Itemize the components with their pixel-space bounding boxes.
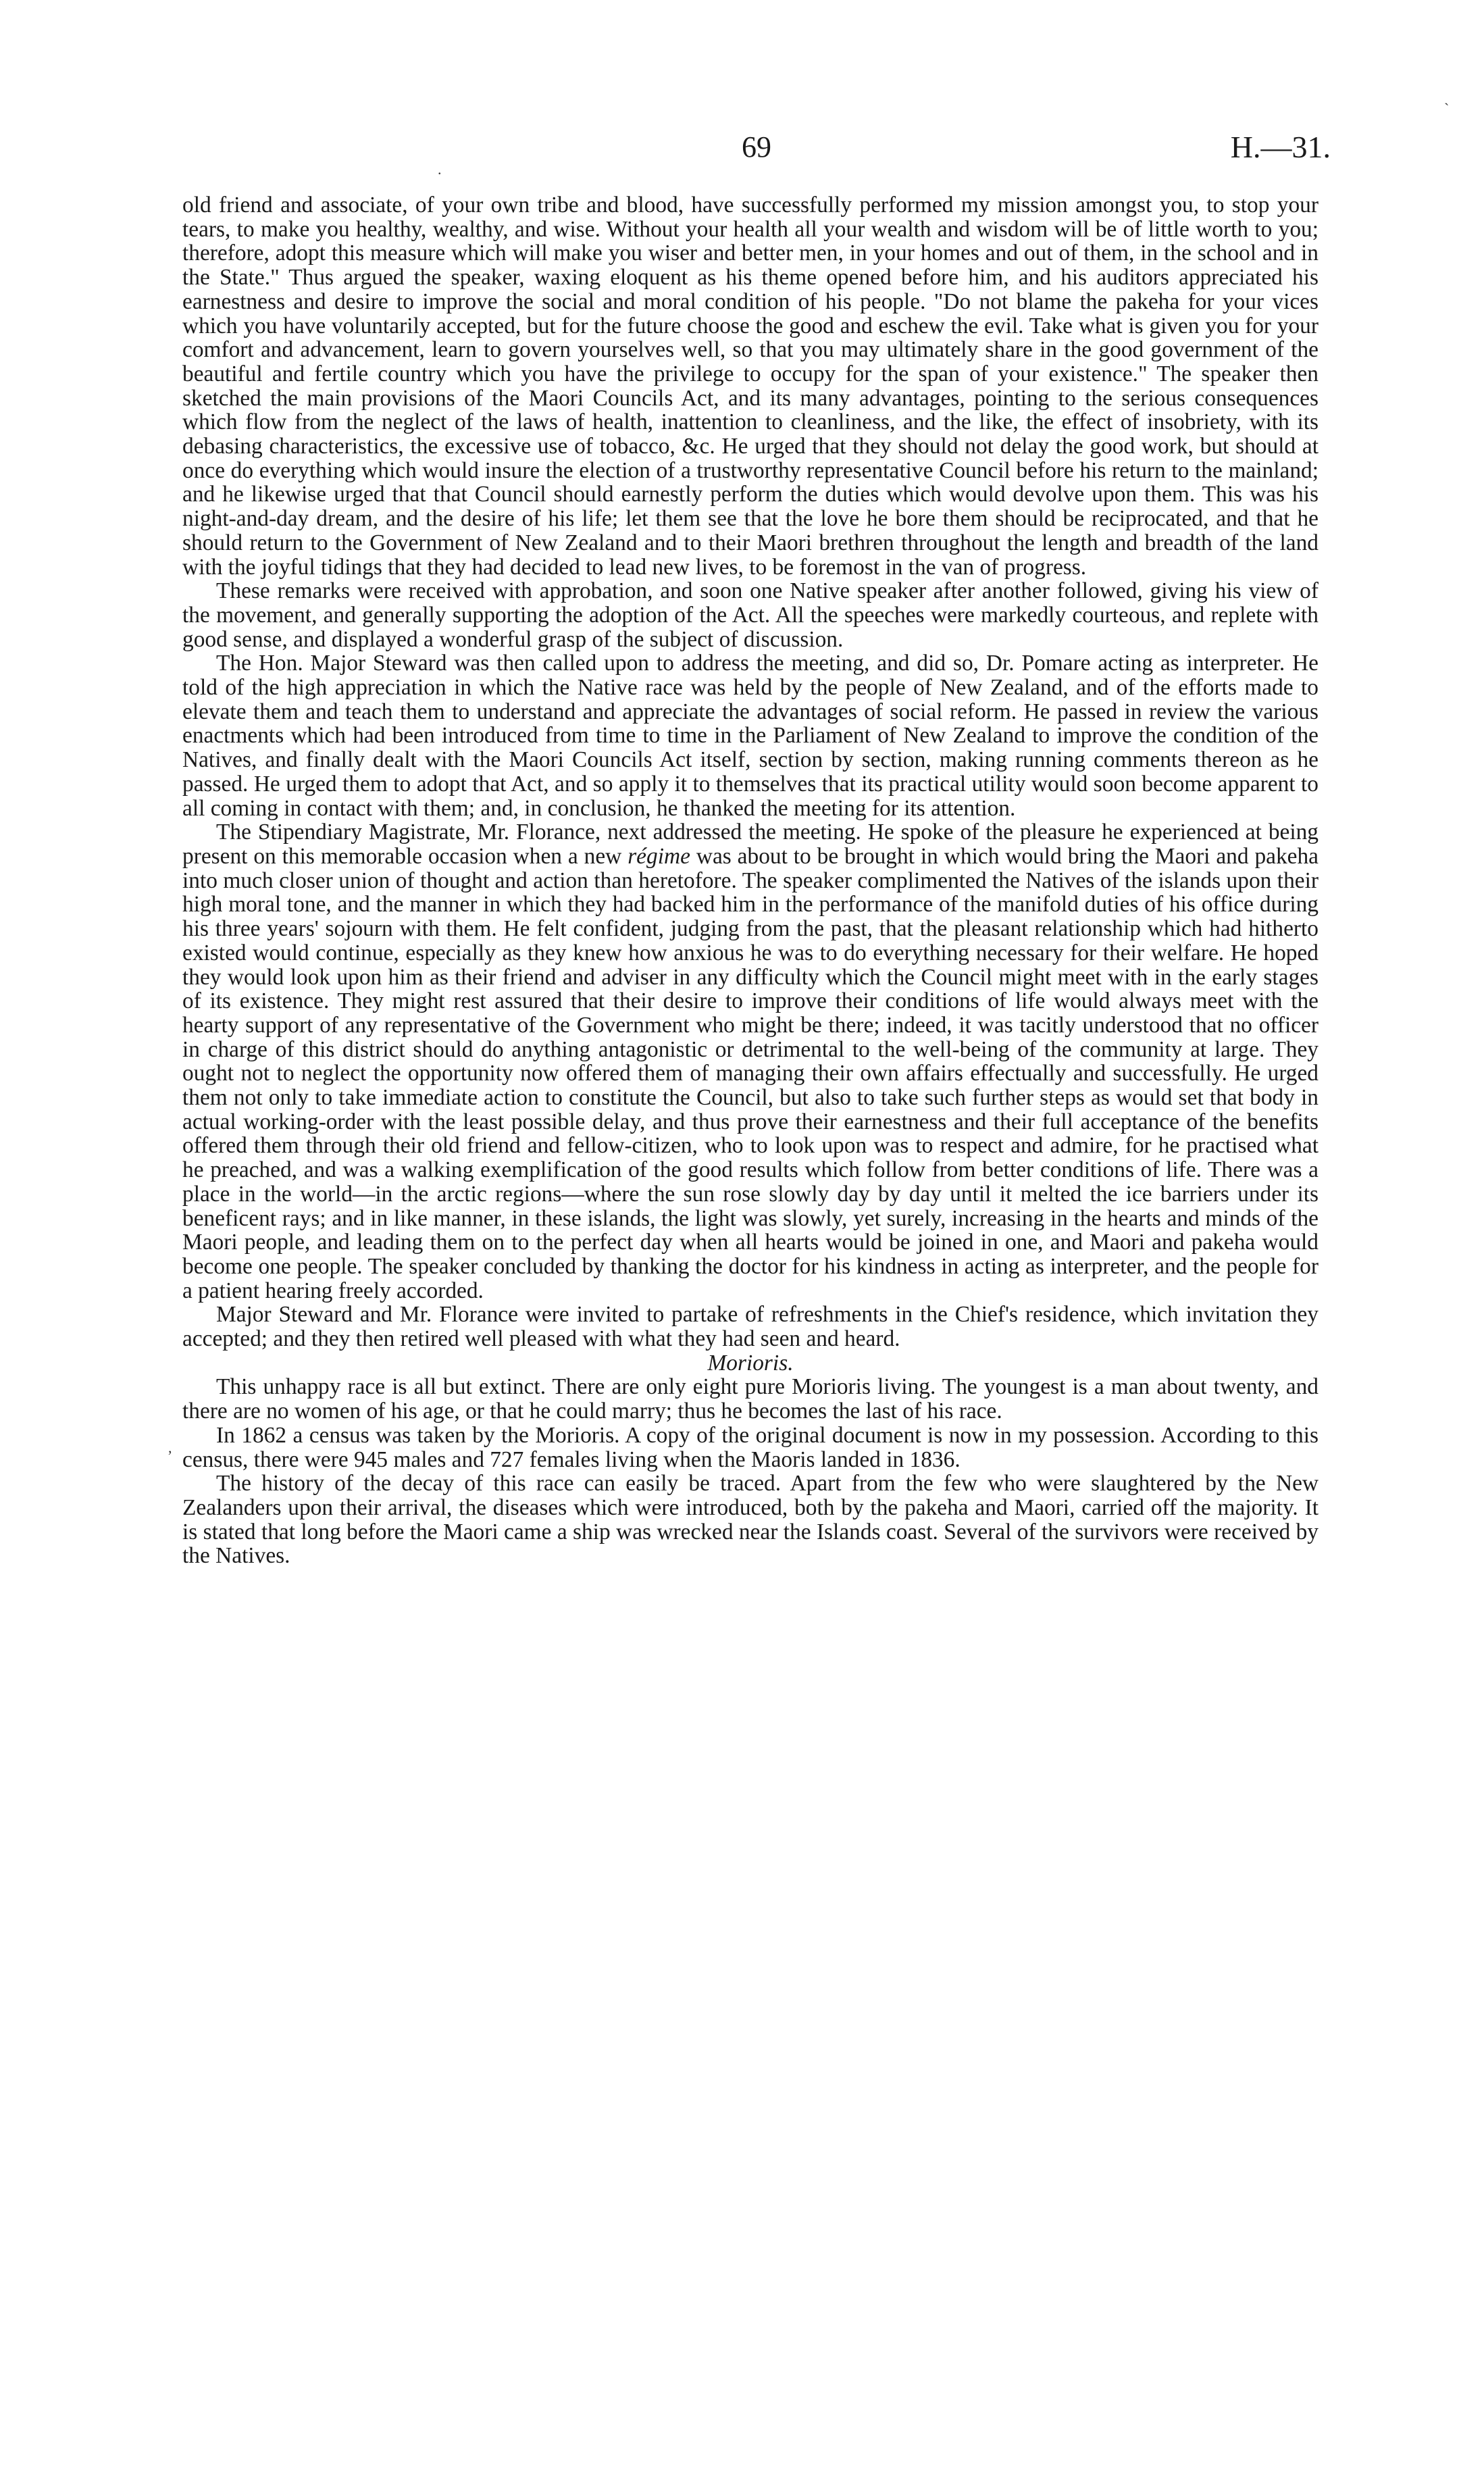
paragraph-native-speakers: These remarks were received with approbation, and soon one Native speaker after another followed, giving his view of the movement, and generally supporting the adoption of the Act. All the speeches were markedly courteous, and replete with good sense, and displayed a wonderful grasp of the subject of discussion. — [182, 578, 1319, 652]
paragraph-morioris-census: In 1862 a census was taken by the Morioris. A copy of the original document is now in my possession. According to this census, there were 945 males and 727 females living when the Maoris landed in 1836. — [182, 1422, 1319, 1472]
paragraph-refreshments: Major Steward and Mr. Florance were invited to partake of refreshments in the Chief's residence, which invitation they accepted; and they then retired well pleased with what they had seen and heard. — [182, 1302, 1319, 1352]
page-number: 69 — [742, 130, 771, 163]
paragraph-magistrate-florance — [182, 820, 1319, 1303]
section-heading-morioris: Morioris. — [707, 1350, 794, 1376]
paragraph-morioris-extinct: This unhappy race is all but extinct. There are only eight pure Morioris living. The youngest is a man about twenty, and there are no women of his age, or that he could marry; thus he becomes the last of his race. — [182, 1374, 1319, 1424]
paragraph-morioris-decay: The history of the decay of this race can easily be traced. Apart from the few who were slaughtered by the New Zealanders upon their arrival, the diseases which were introduced, both by the pakeha and Maori, carried off the majority. It is stated that long before the Maori came a ship was wrecked near the Islands coast. Several of the survivors were received by the Natives. — [182, 1471, 1319, 1569]
body-text — [182, 193, 1319, 1568]
paragraph-speech-continued: old friend and associate, of your own tribe and blood, have successfully performed my mission amongst you, to stop your tears, to make you healthy, wealthy, and wise. Without your health all your wealth and wisdom will be of little worth to you; therefore, adopt this measure which will make you wiser and better men, in your homes and out of them, in the school and in the State." Thus argued the speaker, waxing eloquent as his theme opened before him, and his auditors appreciated his earnestness and desire to improve the social and moral condition of his people. "Do not blame the pakeha for your vices which you have voluntarily accepted, but for the future choose the good and eschew the evil. Take what is given you for your comfort and advancement, learn to govern yourselves well, so that you may ultimately share in the good government of the beautiful and fertile country which you have the privilege to occupy for the span of your existence." The speaker then sketched the main provisions of the Maori Councils Act, and its many advantages, pointing to the serious consequences which flow from the neglect of the laws of health, inattention to cleanliness, and the like, the effect of insobriety, with its debasing characteristics, the excessive use of tobacco, &c. He urged that they should not delay the good work, but should at once do everything which would insure the election of a trustworthy representative Council before his return to the mainland; and he likewise urged that that Council should earnestly perform the duties which would devolve upon them. This was his night-and-day dream, and the desire of his life; let them see that the love he bore them should be reciprocated, and that he should return to the Government of New Zealand and to their Maori brethren throughout the length and breadth of the land with the joyful tidings that they had decided to lead new lives, to be foremost in the van of progress. — [182, 193, 1319, 580]
scan-mark: , — [168, 1439, 172, 1456]
document-reference: H.—31. — [1230, 130, 1331, 164]
paragraph-text-segment: The Stipendiary Magistrate, Mr. Florance, next addressed the meeting. He spoke of the pleasure he experienced at being present on this memorable occasion when a new — [182, 820, 1319, 869]
italic-term: régime — [628, 843, 690, 869]
page-header — [182, 127, 1331, 168]
paragraph-text-segment: was about to be brought in which would bring the Maori and pakeha into much closer union of thought and action than heretofore. The speaker complimented the Natives of the islands upon their high moral tone, and the manner in which they had backed him in the performance of the manifold duties of his office during his three years' sojourn with them. He felt confident, judging from the past, that the pleasant relationship which had hitherto existed would continue, especially as they knew how anxious he was to do everything necessary for their welfare. He hoped they would look upon him as their friend and adviser in any difficulty which the Council might meet with in the early stages of its existence. They might rest assured that their desire to improve their conditions of life would always meet with the hearty support of any representative of the Government who might be there; indeed, it was tacitly understood that no officer in charge of this district should do anything antagonistic or detrimental to the well-being of the community at large. They ought not to neglect the opportunity now offered them of managing their own affairs effectually and successfully. He urged them not only to take immediate action to constitute the Council, but also to take such further steps as would set that body in actual working-order with the least possible delay, and thus prove their earnestness and their full acceptance of the benefits offered them through their old friend and fellow-citizen, who to look upon was to respect and admire, for he practised what he preached, and was a walking exemplification of the good results which follow from better conditions of life. There was a place in the world—in the arctic regions—where the sun rose slowly day by day until it melted the ice barriers under its beneficent rays; and in like manner, in these islands, the light was slowly, yet surely, increasing in the hearts and minds of the Maori people, and leading them on to the perfect day when all hearts would be joined in one, and Maori and pakeha would become one people. The speaker concluded by thanking the doctor for his kindness in acting as interpreter, and the people for a patient hearing freely accorded. — [182, 843, 1319, 1303]
scan-mark: ` — [1444, 100, 1450, 117]
scan-mark: . — [438, 161, 442, 178]
paragraph-major-steward: The Hon. Major Steward was then called upon to address the meeting, and did so, Dr. Pomare acting as interpreter. He told of the high appreciation in which the Native race was held by the people of New Zealand, and of the efforts made to elevate them and teach them to understand and appreciate the advantages of social reform. He passed in review the various enactments which had been introduced from time to time in the Parliament of New Zealand to improve the condition of the Natives, and finally dealt with the Maori Councils Act itself, section by section, making running comments thereon as he passed. He urged them to adopt that Act, and so apply it to themselves that its practical utility would soon become apparent to all coming in contact with them; and, in conclusion, he thanked the meeting for its attention. — [182, 651, 1319, 821]
